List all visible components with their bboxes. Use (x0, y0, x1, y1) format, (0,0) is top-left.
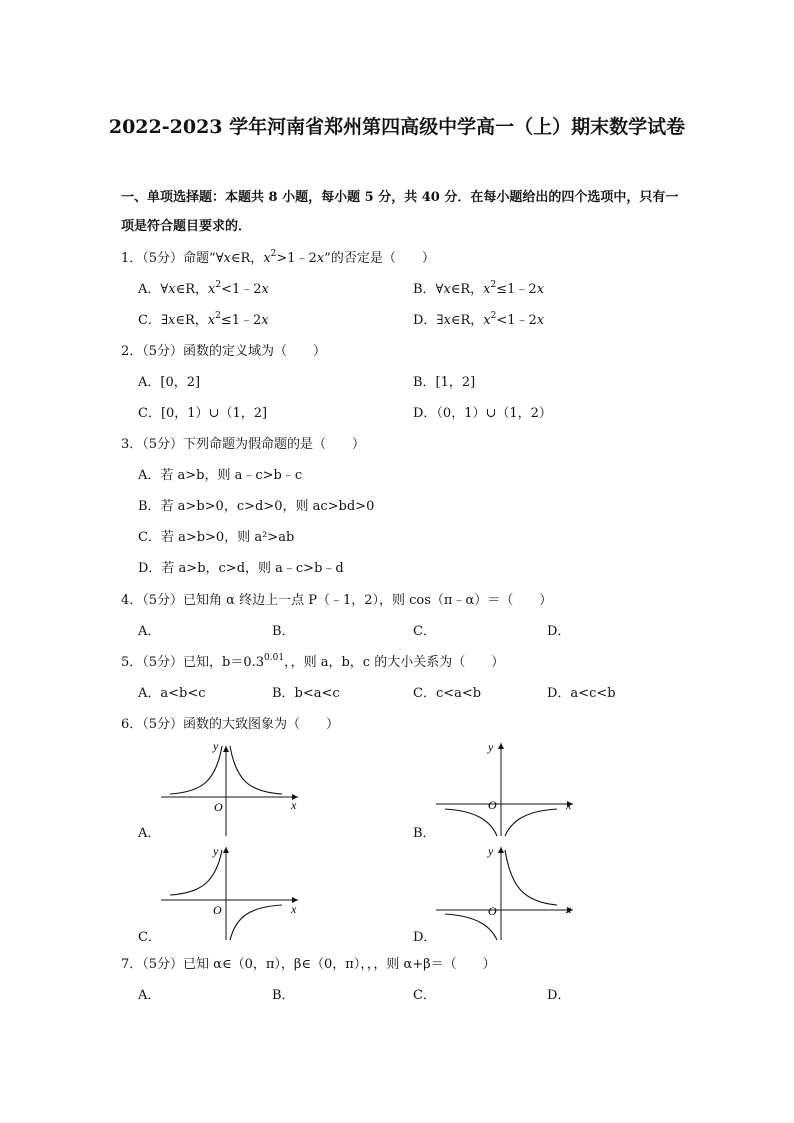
graph-a-y-label: y (213, 739, 219, 753)
graph-d-y-label: y (488, 844, 494, 858)
question-6-option-a[interactable]: A． (138, 826, 161, 841)
question-4-option-a[interactable]: A． (138, 624, 161, 639)
section-heading: 一、单项选择题：本题共 8 小题，每小题 5 分，共 40 分．在每小题给出的四个选项中，只有一项是符合题目要求的． (121, 190, 679, 234)
page-title: 2022-2023 学年河南省郑州第四高级中学高一（上）期末数学试卷 (108, 116, 686, 138)
question-5-option-a[interactable]: A．a<b<c (138, 686, 206, 701)
question-6-option-b[interactable]: B． (413, 826, 436, 841)
question-1-stem: 1．（5分）命题“∀x∈R，$x^2>1﹣2x$”的否定是（ ） (121, 249, 435, 266)
question-4-stem: 4．（5分）已知角 α 终边上一点 P（﹣1，2），则 cos（π﹣α）＝（ ） (121, 593, 553, 608)
question-1-option-b[interactable]: B．∀x∈R，$x^2\le 1﹣2x$ (413, 280, 545, 297)
graph-a (158, 738, 308, 838)
question-5-stem: 5．（5分）已知，$b=0.3^{0.01}$，，则 a，b，c 的大小关系为（ ） (121, 653, 505, 670)
question-2-option-d[interactable]: D．（0，1）∪（1，2） (413, 406, 552, 421)
graph-a-origin-label: O (214, 800, 223, 814)
graph-d-origin-label: O (488, 904, 497, 918)
question-2-stem: 2．（5分）函数的定义域为（ ） (121, 344, 327, 359)
graph-c (158, 842, 308, 942)
graph-a-x-label: x (291, 798, 297, 812)
question-3-option-d[interactable]: D．若 a>b，c>d，则 a﹣c>b﹣d (138, 561, 344, 576)
graph-c-x-label: x (291, 902, 297, 916)
question-4-option-b[interactable]: B． (272, 624, 295, 639)
question-1-option-d[interactable]: D．∃x∈R，$x^2<1﹣2x$ (413, 311, 545, 328)
graph-d-x-label: x (566, 902, 572, 916)
question-4-option-c[interactable]: C． (413, 624, 436, 639)
question-7-option-c[interactable]: C． (413, 988, 436, 1003)
graph-d (433, 842, 583, 942)
question-6-option-d[interactable]: D． (413, 930, 437, 945)
question-4-option-d[interactable]: D． (547, 624, 571, 639)
graph-b-x-label: x (566, 798, 572, 812)
question-7-option-a[interactable]: A． (138, 988, 161, 1003)
graph-c-origin-label: O (213, 903, 222, 917)
question-1-option-a[interactable]: A．∀x∈R，$x^2<1﹣2x$ (138, 280, 269, 297)
question-3-option-b[interactable]: B．若 a>b>0，c>d>0，则 ac>bd>0 (138, 499, 375, 514)
question-7-option-d[interactable]: D． (547, 988, 571, 1003)
question-6-stem: 6．（5分）函数的大致图象为（ ） (121, 717, 340, 732)
question-5-option-b[interactable]: B．b<a<c (272, 686, 340, 701)
question-7-option-b[interactable]: B． (272, 988, 295, 1003)
question-6-option-c[interactable]: C． (138, 930, 161, 945)
question-2-option-c[interactable]: C．[0，1）∪（1，2] (138, 406, 268, 421)
question-7-stem: 7．（5分）已知 α∈（0，π），β∈（0，π），，，则 α+β＝（ ） (121, 957, 496, 972)
question-3-option-a[interactable]: A．若 a>b，则 a﹣c>b﹣c (138, 468, 303, 483)
graph-b (433, 738, 583, 838)
graph-b-y-label: y (488, 740, 494, 754)
question-5-option-c[interactable]: C．c<a<b (413, 686, 482, 701)
graph-b-origin-label: O (488, 798, 497, 812)
graph-c-y-label: y (213, 844, 219, 858)
question-2-option-a[interactable]: A．[0，2] (138, 375, 201, 390)
question-2-option-b[interactable]: B．[1，2] (413, 375, 476, 390)
question-1-option-c[interactable]: C．∃x∈R，$x^2\le 1﹣2x$ (138, 311, 269, 328)
question-3-option-c[interactable]: C．若 a>b>0，则 a²>ab (138, 530, 295, 545)
question-3-stem: 3．（5分）下列命题为假命题的是（ ） (121, 437, 366, 452)
question-5-option-d[interactable]: D．a<c<b (547, 686, 616, 701)
